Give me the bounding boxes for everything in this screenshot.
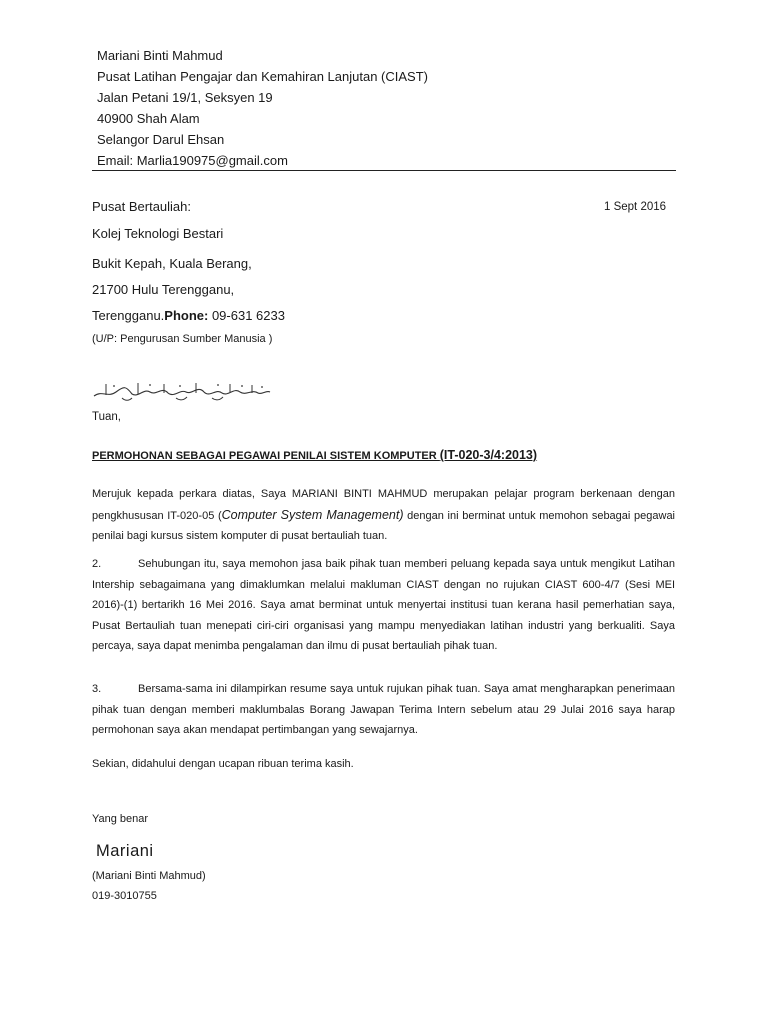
paragraph-2-text: Sehubungan itu, saya memohon jasa baik pihak tuan memberi peluang kepada saya untuk mengikut Latihan Intership sebagaimana yang dimaklumkan melalui makluman CIAST dengan no rujukan CIAST 600-4/7 (Sesi MEI 2016)-(1) bertarikh 16 Mei 2016. Saya amat berminat untuk menyertai institusi tuan kerana hasil pemerhatian saya, Pusat Bertauliah tuan menepati ciri-ciri organisasi yang mampu menyediakan latihan industri yang berkualiti. Saya percaya, saya dapat menimba pengalaman dan ilmu di pusat bertauliah pihak tuan. (92, 558, 675, 652)
sender-name: Mariani Binti Mahmud (97, 48, 223, 63)
signer-full-name: (Mariani Binti Mahmud) (92, 870, 206, 882)
signature-name: Mariani (96, 842, 154, 860)
paragraph-1-text-b: dengan ini berminat untuk memohon sebagai pegawai penilai bagi kursus sistem komputer di pusat bertauliah tuan. (92, 509, 675, 542)
closing-thanks: Sekian, didahului dengan ucapan ribuan terima kasih. (92, 758, 354, 770)
sign-off: Yang benar (92, 813, 149, 825)
paragraph-3 (92, 679, 675, 741)
recipient-address-line-3 (92, 308, 285, 323)
paragraph-1-emphasis: Computer System Management) (221, 507, 404, 522)
sender-address (97, 45, 428, 171)
sender-organization: Pusat Latihan Pengajar dan Kemahiran Lanjutan (CIAST) (97, 69, 428, 84)
arabic-greeting-calligraphy (92, 380, 272, 402)
header-divider (92, 170, 676, 171)
signer-phone: 019-3010755 (92, 890, 157, 902)
paragraph-1-text-a: Merujuk kepada perkara diatas, Saya MARIANI BINTI MAHMUD merupakan pelajar program berkenaan dengan pengkhususan IT-020-05 ( (92, 488, 675, 522)
recipient-address-line-1: Bukit Kepah, Kuala Berang, (92, 256, 252, 271)
subject-code: (IT-020-3/4:2013) (439, 448, 538, 462)
sender-city: 40900 Shah Alam (97, 111, 200, 126)
paragraph-3-number: 3. (92, 683, 102, 695)
letter-date: 1 Sept 2016 (604, 201, 667, 213)
phone-label: Phone: (164, 308, 209, 323)
paragraph-2-number: 2. (92, 558, 102, 570)
paragraph-3-text: Bersama-sama ini dilampirkan resume saya untuk rujukan pihak tuan. Saya amat mengharapkan penerimaan pihak tuan dengan memberi maklumbalas Borang Jawapan Terima Intern sebelum atau 29 Julai 2016 saya harap permohonan saya akan mendapat pertimbangan yang sewajarnya. (92, 683, 675, 736)
recipient-name: Kolej Teknologi Bestari (92, 226, 224, 241)
paragraph-2 (92, 554, 675, 657)
subject-text: PERMOHONAN SEBAGAI PEGAWAI PENILAI SISTEM KOMPUTER (92, 450, 440, 462)
recipient-heading: Pusat Bertauliah: (92, 199, 192, 214)
paragraph-1 (92, 484, 675, 547)
sender-street: Jalan Petani 19/1, Seksyen 19 (97, 90, 273, 105)
subject-line (92, 448, 537, 462)
recipient-state: Terengganu. (92, 308, 165, 323)
sender-email: Email: Marlia190975@gmail.com (97, 153, 288, 168)
salutation: Tuan, (92, 411, 121, 423)
attention-line: (U/P: Pengurusan Sumber Manusia ) (92, 333, 273, 345)
recipient-address-line-2: 21700 Hulu Terengganu, (92, 282, 235, 297)
sender-state: Selangor Darul Ehsan (97, 132, 225, 147)
recipient-phone: 09-631 6233 (208, 308, 285, 323)
